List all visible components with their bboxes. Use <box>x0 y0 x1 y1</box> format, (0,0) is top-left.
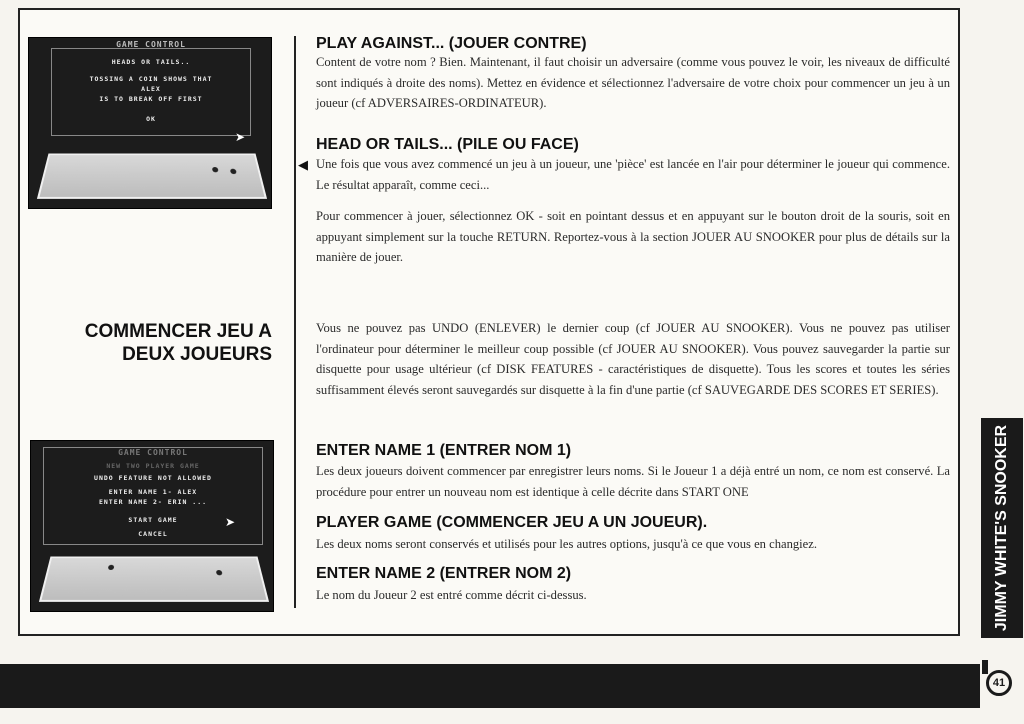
ball-icon <box>230 169 237 174</box>
section-text: Une fois que vous avez commencé un jeu à un joueur, une 'pièce' est lancée en l'air pour déterminer le joueur qui commence. Le résultat apparaît, comme ceci... <box>316 157 950 192</box>
ball-icon <box>108 565 114 570</box>
badge-hook-icon <box>982 660 988 674</box>
section-heading: PLAYER GAME (COMMENCER JEU A UN JOUEUR). <box>316 514 708 531</box>
snooker-table <box>39 556 269 601</box>
side-tab-title: JIMMY WHITE'S SNOOKER <box>993 424 1010 632</box>
section-heading: PLAY AGAINST... (JOUER CONTRE) <box>316 35 587 52</box>
section-text: Pour commencer à jouer, sélectionnez OK - soit en pointant dessus et en appuyant sur le bouton droit de la souris, soit en appuyant simplement sur la touche RETURN. Reportez-vous à la section JOUER AU SNOOKER pour plus de détails sur la manière de jouer. <box>316 209 950 264</box>
ball-icon <box>212 167 219 172</box>
snooker-table <box>37 153 267 198</box>
ball-icon <box>216 570 223 575</box>
side-tab <box>981 418 1023 638</box>
page-number: 41 <box>986 670 1012 696</box>
screenshot-heads-or-tails <box>28 37 272 209</box>
section-text: Le nom du Joueur 2 est entré comme décrit ci-dessus. <box>316 588 587 602</box>
section-text: Content de votre nom ? Bien. Maintenant, il faut choisir un adversaire (comme vous pouvez le voir, les niveaux de difficulté sont indiqués à droite des noms). Mettez en évidence et sélectionnez l'adversaire de votre choix pour commencer un jeu à un joueur (cf ADVERSAIRES-ORDINATEUR). <box>316 55 950 110</box>
heading-line: DEUX JOUEURS <box>122 344 272 365</box>
cancel-button[interactable]: CANCEL <box>138 530 168 538</box>
enter-name-2-item[interactable]: ENTER NAME 2- ERIN ... <box>98 498 208 506</box>
ok-button[interactable]: OK <box>146 115 156 123</box>
game-control-panel <box>43 447 263 545</box>
column-divider <box>294 36 296 608</box>
triangle-left-icon: ◀ <box>298 158 308 173</box>
section-heading-two-players <box>85 320 272 366</box>
heading-line: COMMENCER JEU A <box>84 321 272 342</box>
panel-title: GAME CONTROL <box>118 448 188 457</box>
panel-line: UNDO FEATURE NOT ALLOWED <box>94 474 212 482</box>
game-control-panel <box>51 40 251 136</box>
section-heading: HEAD OR TAILS... (PILE OU FACE) <box>316 136 579 153</box>
section-text: Les deux joueurs doivent commencer par enregistrer leurs noms. Si le Joueur 1 a déjà entré un nom, ce nom est conservé. La procédure pour entrer un nouveau nom est identique à celle décrite dans START ONE <box>316 464 950 499</box>
mouse-pointer-icon: ➤ <box>235 130 246 144</box>
section-heading: ENTER NAME 2 (ENTRER NOM 2) <box>316 565 572 582</box>
enter-name-1-item[interactable]: ENTER NAME 1- ALEX <box>108 488 198 496</box>
panel-title: GAME CONTROL <box>116 40 186 49</box>
panel-line: ALEX <box>141 85 161 93</box>
panel-subtitle: HEADS OR TAILS.. <box>111 58 191 66</box>
panel-line: NEW TWO PLAYER GAME <box>106 462 200 470</box>
mouse-pointer-icon: ➤ <box>225 515 236 529</box>
footer-bar <box>0 664 982 708</box>
screenshot-two-player <box>30 440 274 612</box>
page-number-badge <box>980 656 1020 712</box>
start-game-button[interactable]: START GAME <box>128 516 178 524</box>
section-text: Vous ne pouvez pas UNDO (ENLEVER) le dernier coup (cf JOUER AU SNOOKER). Vous ne pouvez pas utiliser l'ordinateur pour déterminer le meilleur coup possible (cf JOUER AU SNOOKER). Vous pouvez sauvegarder la partie sur disquette pour usage ultérieur (cf DISK FEATURES - caractéristiques de disquette). Tous les scores et toutes les séries suffisamment élevés seront sauvegardés sur disquette à la fin d'une partie (cf SAUVEGARDE DES SCORES ET SERIES). <box>316 321 950 397</box>
panel-line: TOSSING A COIN SHOWS THAT <box>89 75 213 83</box>
panel-line: IS TO BREAK OFF FIRST <box>99 95 203 103</box>
section-heading: ENTER NAME 1 (ENTRER NOM 1) <box>316 442 572 459</box>
section-text: Les deux noms seront conservés et utilisés pour les autres options, jusqu'à ce que vous en changiez. <box>316 537 818 551</box>
